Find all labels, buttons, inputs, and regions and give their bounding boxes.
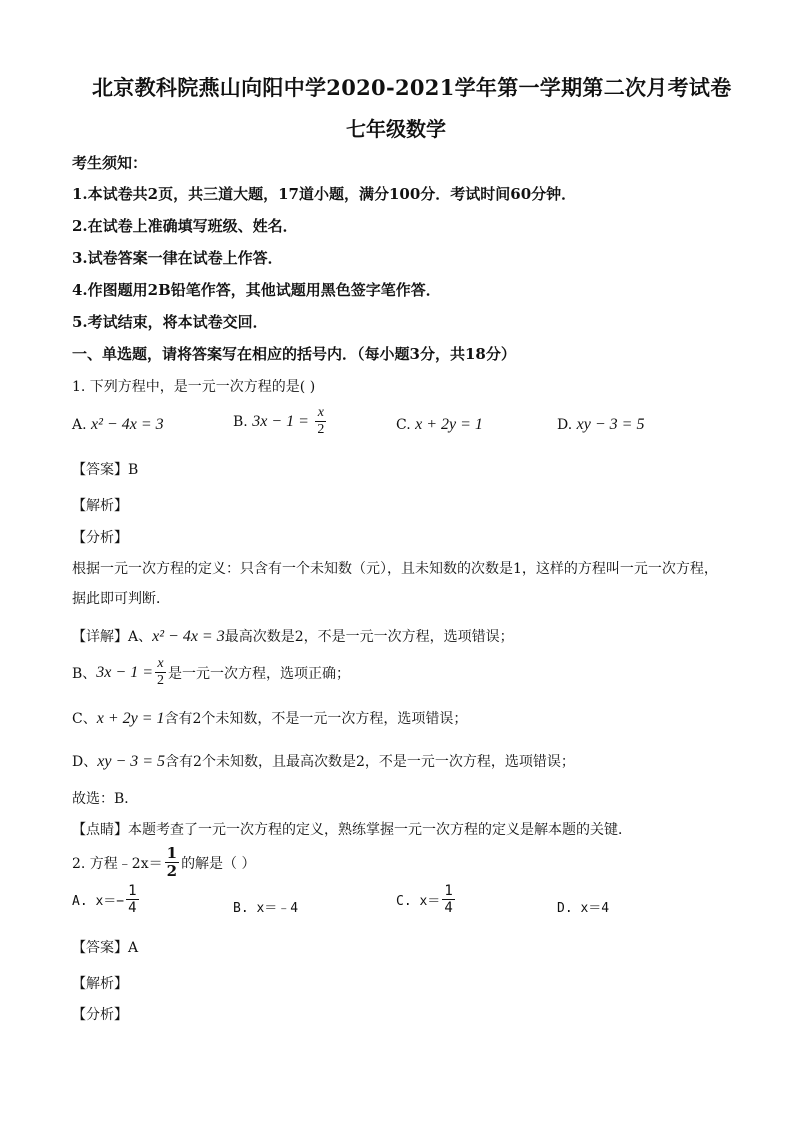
detail-text: 是一元一次方程，选项正确； — [168, 665, 350, 682]
option-label: C. — [396, 417, 411, 433]
exam-title: 北京教科院燕山向阳中学2020-2021学年第一学期第二次月考试卷 — [92, 75, 732, 100]
detail-d — [72, 751, 575, 771]
conclusion-text: 故选：B． — [72, 791, 139, 807]
fraction — [442, 884, 454, 915]
answer-label: 【答案】A — [72, 940, 139, 956]
option-label: A. — [72, 417, 87, 433]
fraction-numerator: 1 — [128, 883, 137, 899]
q1-option-d — [557, 416, 644, 434]
option-label: B. — [233, 413, 248, 430]
notice-item: 4.作图题用2B铅笔作答，其他试题用黑色签字笔作答． — [72, 281, 441, 299]
option-expression: xy − 3 = 5 — [576, 416, 645, 433]
fraction-denominator: 2 — [166, 862, 178, 880]
notice-item: 1.本试卷共2页，共三道大题，17道小题，满分100分．考试时间60分钟． — [72, 185, 577, 203]
question-1-stem: 1. 下列方程中，是一元一次方程的是( ) — [72, 379, 316, 395]
fraction-denominator: 2 — [157, 673, 164, 688]
detail-prefix: 【详解】A、 — [72, 629, 153, 645]
q1-option-c — [396, 416, 483, 434]
dianjing-text: 【点睛】本题考查了一元一次方程的定义，熟练掌握一元一次方程的定义是解本题的关键． — [72, 822, 632, 838]
detail-c — [72, 708, 467, 728]
q2-option-d: D. x＝4 — [557, 901, 610, 916]
q2-option-b: B. x＝﹣4 — [233, 901, 299, 916]
notice-item: 3.试卷答案一律在试卷上作答． — [72, 249, 283, 267]
stem-text: 的解是（ ） — [181, 855, 256, 872]
detail-b — [72, 657, 350, 688]
fraction-denominator: 2 — [317, 422, 325, 437]
detail-prefix: C、 — [72, 711, 97, 727]
fraction — [165, 846, 179, 879]
q2-option-c — [396, 884, 457, 915]
question-2-stem — [72, 846, 256, 879]
detail-prefix: D、 — [72, 754, 98, 770]
fraction-denominator: 4 — [128, 900, 137, 916]
notice-item: 5.考试结束，将本试卷交回． — [72, 313, 268, 331]
detail-prefix: B、 — [72, 665, 97, 682]
detail-a — [72, 626, 514, 646]
detail-expression: xy − 3 = 5 — [97, 753, 166, 770]
detail-text: 最高次数是2，不是一元一次方程，选项错误； — [224, 629, 514, 645]
notice-heading: 考生须知： — [72, 154, 148, 172]
fraction-numerator: x — [155, 657, 166, 673]
fenxi-label: 【分析】 — [72, 1007, 128, 1023]
fraction-denominator: 4 — [444, 900, 453, 916]
detail-text: 含有2个未知数，且最高次数是2，不是一元一次方程，选项错误； — [165, 754, 575, 770]
fraction-numerator: 1 — [166, 844, 178, 862]
fraction — [315, 406, 326, 437]
option-expression: 3x − 1 = — [252, 412, 309, 430]
option-label: A. x＝− — [72, 894, 125, 909]
detail-text: 含有2个未知数，不是一元一次方程，选项错误； — [164, 711, 468, 727]
fraction — [155, 657, 166, 688]
detail-expression: x² − 4x = 3 — [152, 628, 225, 645]
jiexi-label: 【解析】 — [72, 498, 128, 514]
fraction-numerator: 1 — [444, 883, 453, 899]
notice-item: 2.在试卷上准确填写班级、姓名． — [72, 217, 298, 235]
answer-label: 【答案】B — [72, 462, 139, 478]
fraction — [126, 884, 138, 915]
analysis-text: 据此即可判断． — [72, 591, 170, 607]
option-label: D. — [557, 417, 573, 433]
section-heading: 一、单选题，请将答案写在相应的括号内．（每小题3分，共18分） — [72, 345, 516, 363]
detail-expression: x + 2y = 1 — [96, 710, 165, 727]
option-label: C. x＝ — [396, 894, 441, 909]
q1-option-b — [233, 406, 328, 437]
exam-subtitle: 七年级数学 — [346, 117, 446, 141]
fenxi-label: 【分析】 — [72, 530, 128, 546]
analysis-text: 根据一元一次方程的定义：只含有一个未知数（元），且未知数的次数是1，这样的方程叫一元一次方程， — [72, 561, 718, 577]
stem-text: 2. 方程﹣2x＝ — [72, 855, 163, 872]
jiexi-label: 【解析】 — [72, 976, 128, 992]
fraction-numerator: x — [315, 406, 326, 422]
option-expression: x² − 4x = 3 — [91, 416, 164, 433]
detail-expression: 3x − 1 = — [96, 663, 153, 681]
q1-option-a — [72, 416, 164, 434]
option-expression: x + 2y = 1 — [415, 416, 483, 433]
q2-option-a — [72, 884, 141, 915]
